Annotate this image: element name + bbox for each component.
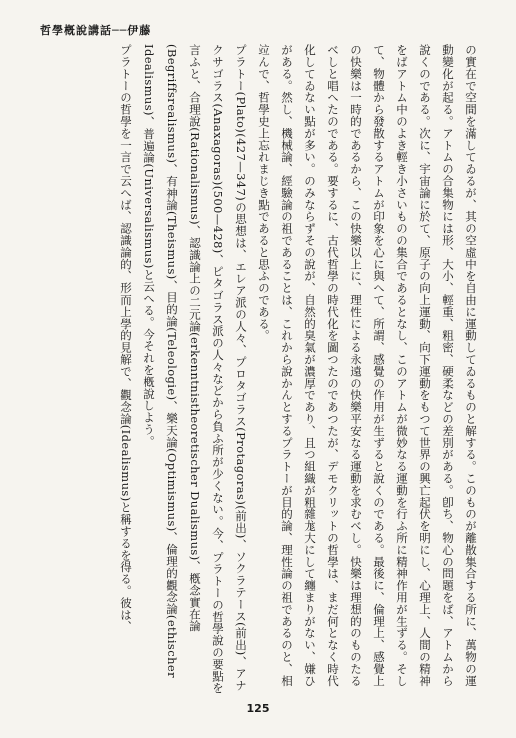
page-number: 125 — [246, 702, 270, 715]
body-text — [30, 44, 482, 694]
paragraph: プラトーの哲學を一言で云へば、認識論的、形而上學的見解で、觀念論(Idealismus)と稱するを得る。彼は、 — [119, 44, 133, 633]
paragraph: の實在で空間を滿してゐるが、其の空虛中を自由に運動してゐるものと解する。このものが離散集合する所に、萬物の運動變化が起る。アトムの合集物には形、大小、輕重、粗密、硬柔などの差別がある。卽ち、物心の問題をば、アトムから說くのである。次に、宇宙論に於て、原子の向上運動、向下運動をもつて世界の興亡起伏を明にし、心理上、人間の精神をばアトム中のよき輕き小さいものの集合であるとなし、このアトムが微妙なる運動を行ふ所に精神作用が生ずる。そして、物體から發散するアトムが印象を心に與へて、所謂、感覺の作用が生ずると說くのである。最後に、倫理上、感覺上の快樂は一時的であるから、この快樂以上に、理性による永遠の快樂平安なる運動を求むべし。快樂は理想的のものたるべしと唱へたのである。要するに、古代哲學の時代化を圖つたのであつたが、デモクリットの哲學は、まだ何となく時代化してゐない點が多い。のみならずその說が、自然的臭氣が濃厚であり、且つ組織が粗雜尨大にして纏まりがない、嫌ひがある。然し、機械論、經驗論の祖であることは、これから說かんとするプラトーが目的論、理性論の祖であるのと、相竝んで、哲學史上忘れまじき點であると思ふのである。 — [257, 44, 478, 687]
running-header: 哲學槪說講話──伊藤 — [40, 24, 152, 37]
paragraph: プラトー(Plato)(427—347)の思想は、エレア派の人々、プロタゴラス(Protagoras)(前出)、ソクラテース(前出)、アナクサゴラス(Anaxagoras)(500—428)、ピタゴラス派の人々などから負ふ所が少くない。今、プラトーの哲學說の要點を言ふと、合理說(Rationalismus)、認識論上の二元論(erkenntnistheoretischer Dualismus)、槪念實在論(Begriffsrealismus)、有神論(Theismus)、目的論(Teleologie)、樂天論(Optimismus)、倫理的觀念論(ethischer Idealismus)、普遍論(Universalismus)と云へる。今それを槪說しよう。 — [142, 44, 248, 694]
